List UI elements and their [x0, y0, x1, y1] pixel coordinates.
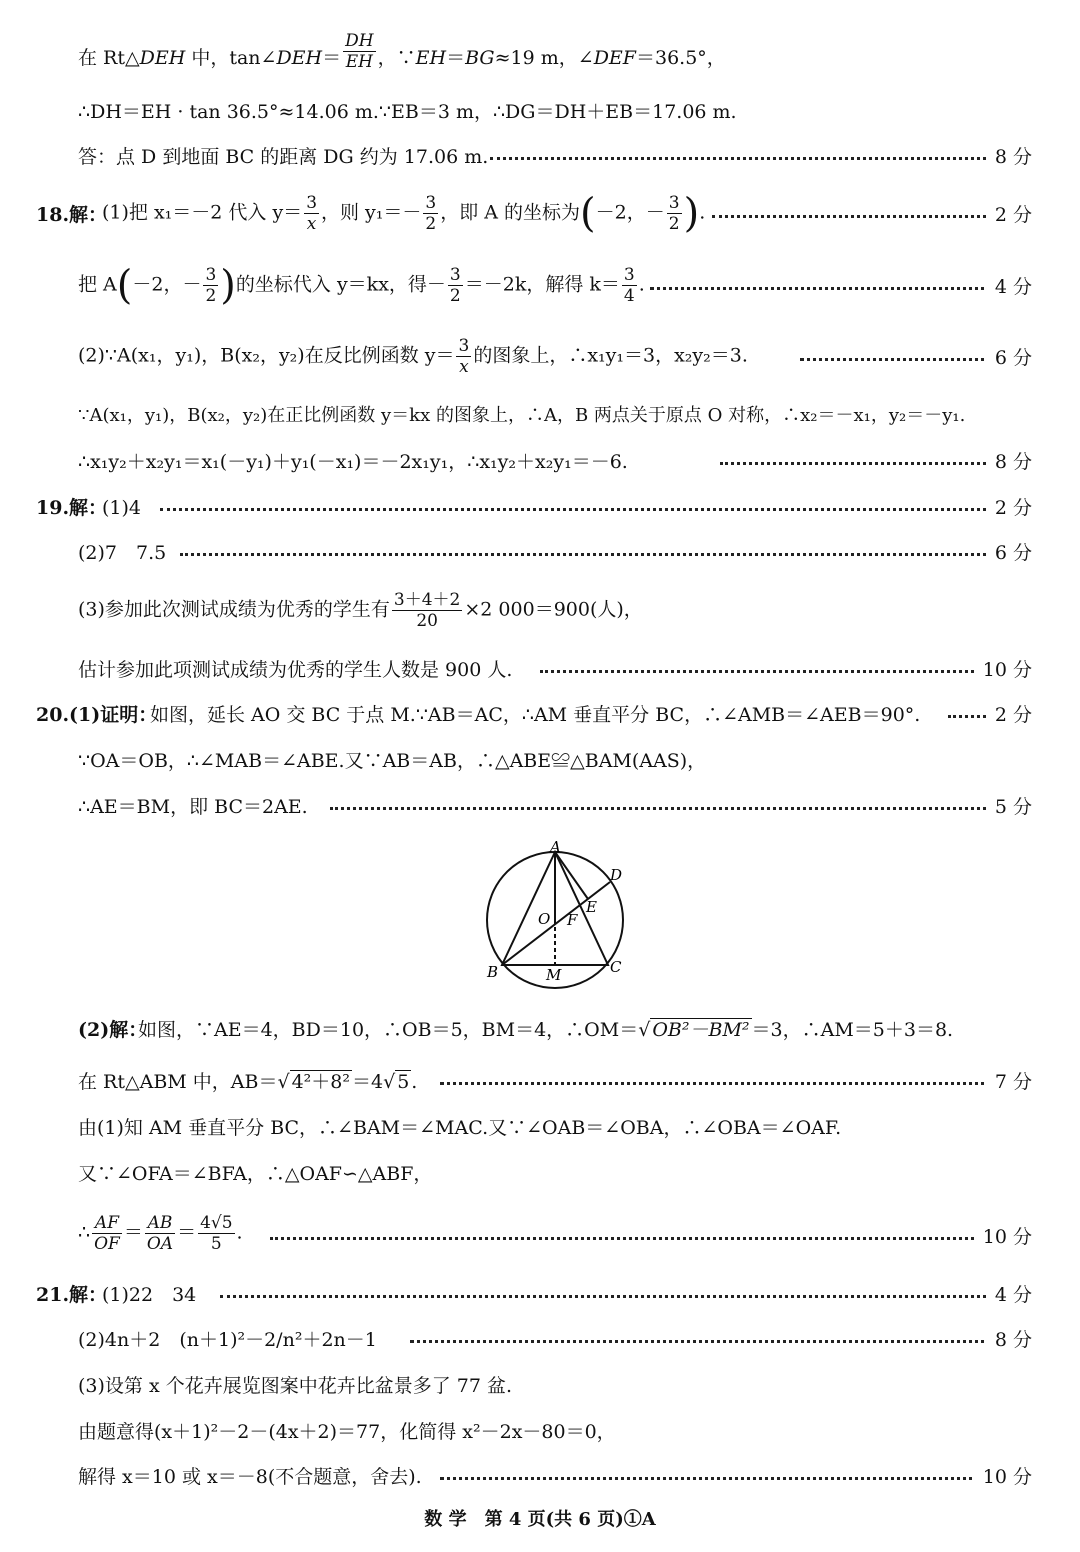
leader-dots [712, 215, 1010, 218]
label-o: O [538, 910, 551, 928]
score-label: 2 分 [987, 203, 1032, 227]
leader-dots [540, 670, 1010, 673]
fraction: $\frac{3+4+2}{20}$ [393, 590, 461, 631]
score-label: 8 分 [987, 1328, 1032, 1352]
fraction: $\frac{3}{4}$ [623, 265, 635, 306]
score-label: 10 分 [975, 1465, 1032, 1489]
leader-dots [180, 553, 1010, 556]
leader-dots [800, 358, 1010, 361]
label-f: F [567, 911, 578, 929]
leader-dots [720, 462, 1010, 465]
score-label: 8 分 [987, 450, 1032, 474]
label-a: A [550, 838, 561, 856]
leader-dots [160, 508, 1010, 511]
question-label: 20.(1)证明： [36, 704, 158, 726]
label-e: E [586, 898, 597, 916]
leader-dots [330, 807, 1010, 810]
circle-triangle-figure [470, 830, 640, 995]
label-m: M [546, 966, 562, 984]
score-label: 10 分 [975, 658, 1032, 682]
leader-dots [270, 1237, 1010, 1240]
fraction: $\frac{DH}{EH}$ [345, 30, 374, 72]
score-label: 6 分 [987, 541, 1032, 565]
score-label: 8 分 [987, 145, 1032, 169]
question-label: 18.解： [36, 204, 108, 226]
fraction: $\frac{3}{2}$ [668, 193, 680, 234]
label-d: D [610, 866, 623, 884]
page-footer: 数 学 第 4 页(共 6 页)①A [424, 1509, 656, 1530]
score-label: 7 分 [987, 1070, 1032, 1094]
leader-dots [490, 157, 1010, 160]
leader-dots [440, 1477, 1010, 1480]
label-b: B [487, 963, 499, 981]
score-label: 6 分 [987, 346, 1032, 370]
solution-line: 在 Rt△DEH 中，tan∠DEH＝ $\frac{DH}{EH}$ ，∵EH＝BG≈19 m，∠DEF＝36.5°， [78, 30, 726, 72]
score-label: 4 分 [987, 275, 1032, 299]
score-label: 5 分 [987, 795, 1032, 819]
fraction: $\frac{AF}{OF}$ [94, 1213, 120, 1254]
fraction: $\frac{3}{2}$ [449, 265, 461, 306]
fraction: $\frac{AB}{OA}$ [146, 1213, 174, 1254]
fraction: $\frac{3}{x}$ [306, 193, 318, 234]
question-label: (2)解： [78, 1019, 148, 1041]
score-label: 2 分 [987, 496, 1032, 520]
fraction: $\frac{3}{2}$ [205, 265, 217, 306]
leader-dots [440, 1082, 1010, 1085]
leader-dots [650, 287, 1010, 290]
fraction: $\frac{3}{x}$ [458, 336, 470, 377]
leader-dots [220, 1295, 1010, 1298]
fraction: $\frac{4√5}{5}$ [200, 1213, 233, 1254]
score-label: 10 分 [975, 1225, 1032, 1249]
score-label: 4 分 [987, 1283, 1032, 1307]
label-c: C [610, 958, 622, 976]
leader-dots [410, 1340, 1010, 1343]
question-label: 19.解： [36, 497, 108, 519]
score-label: 2 分 [987, 703, 1032, 727]
question-label: 21.解： [36, 1284, 108, 1306]
fraction: $\frac{3}{2}$ [425, 193, 437, 234]
